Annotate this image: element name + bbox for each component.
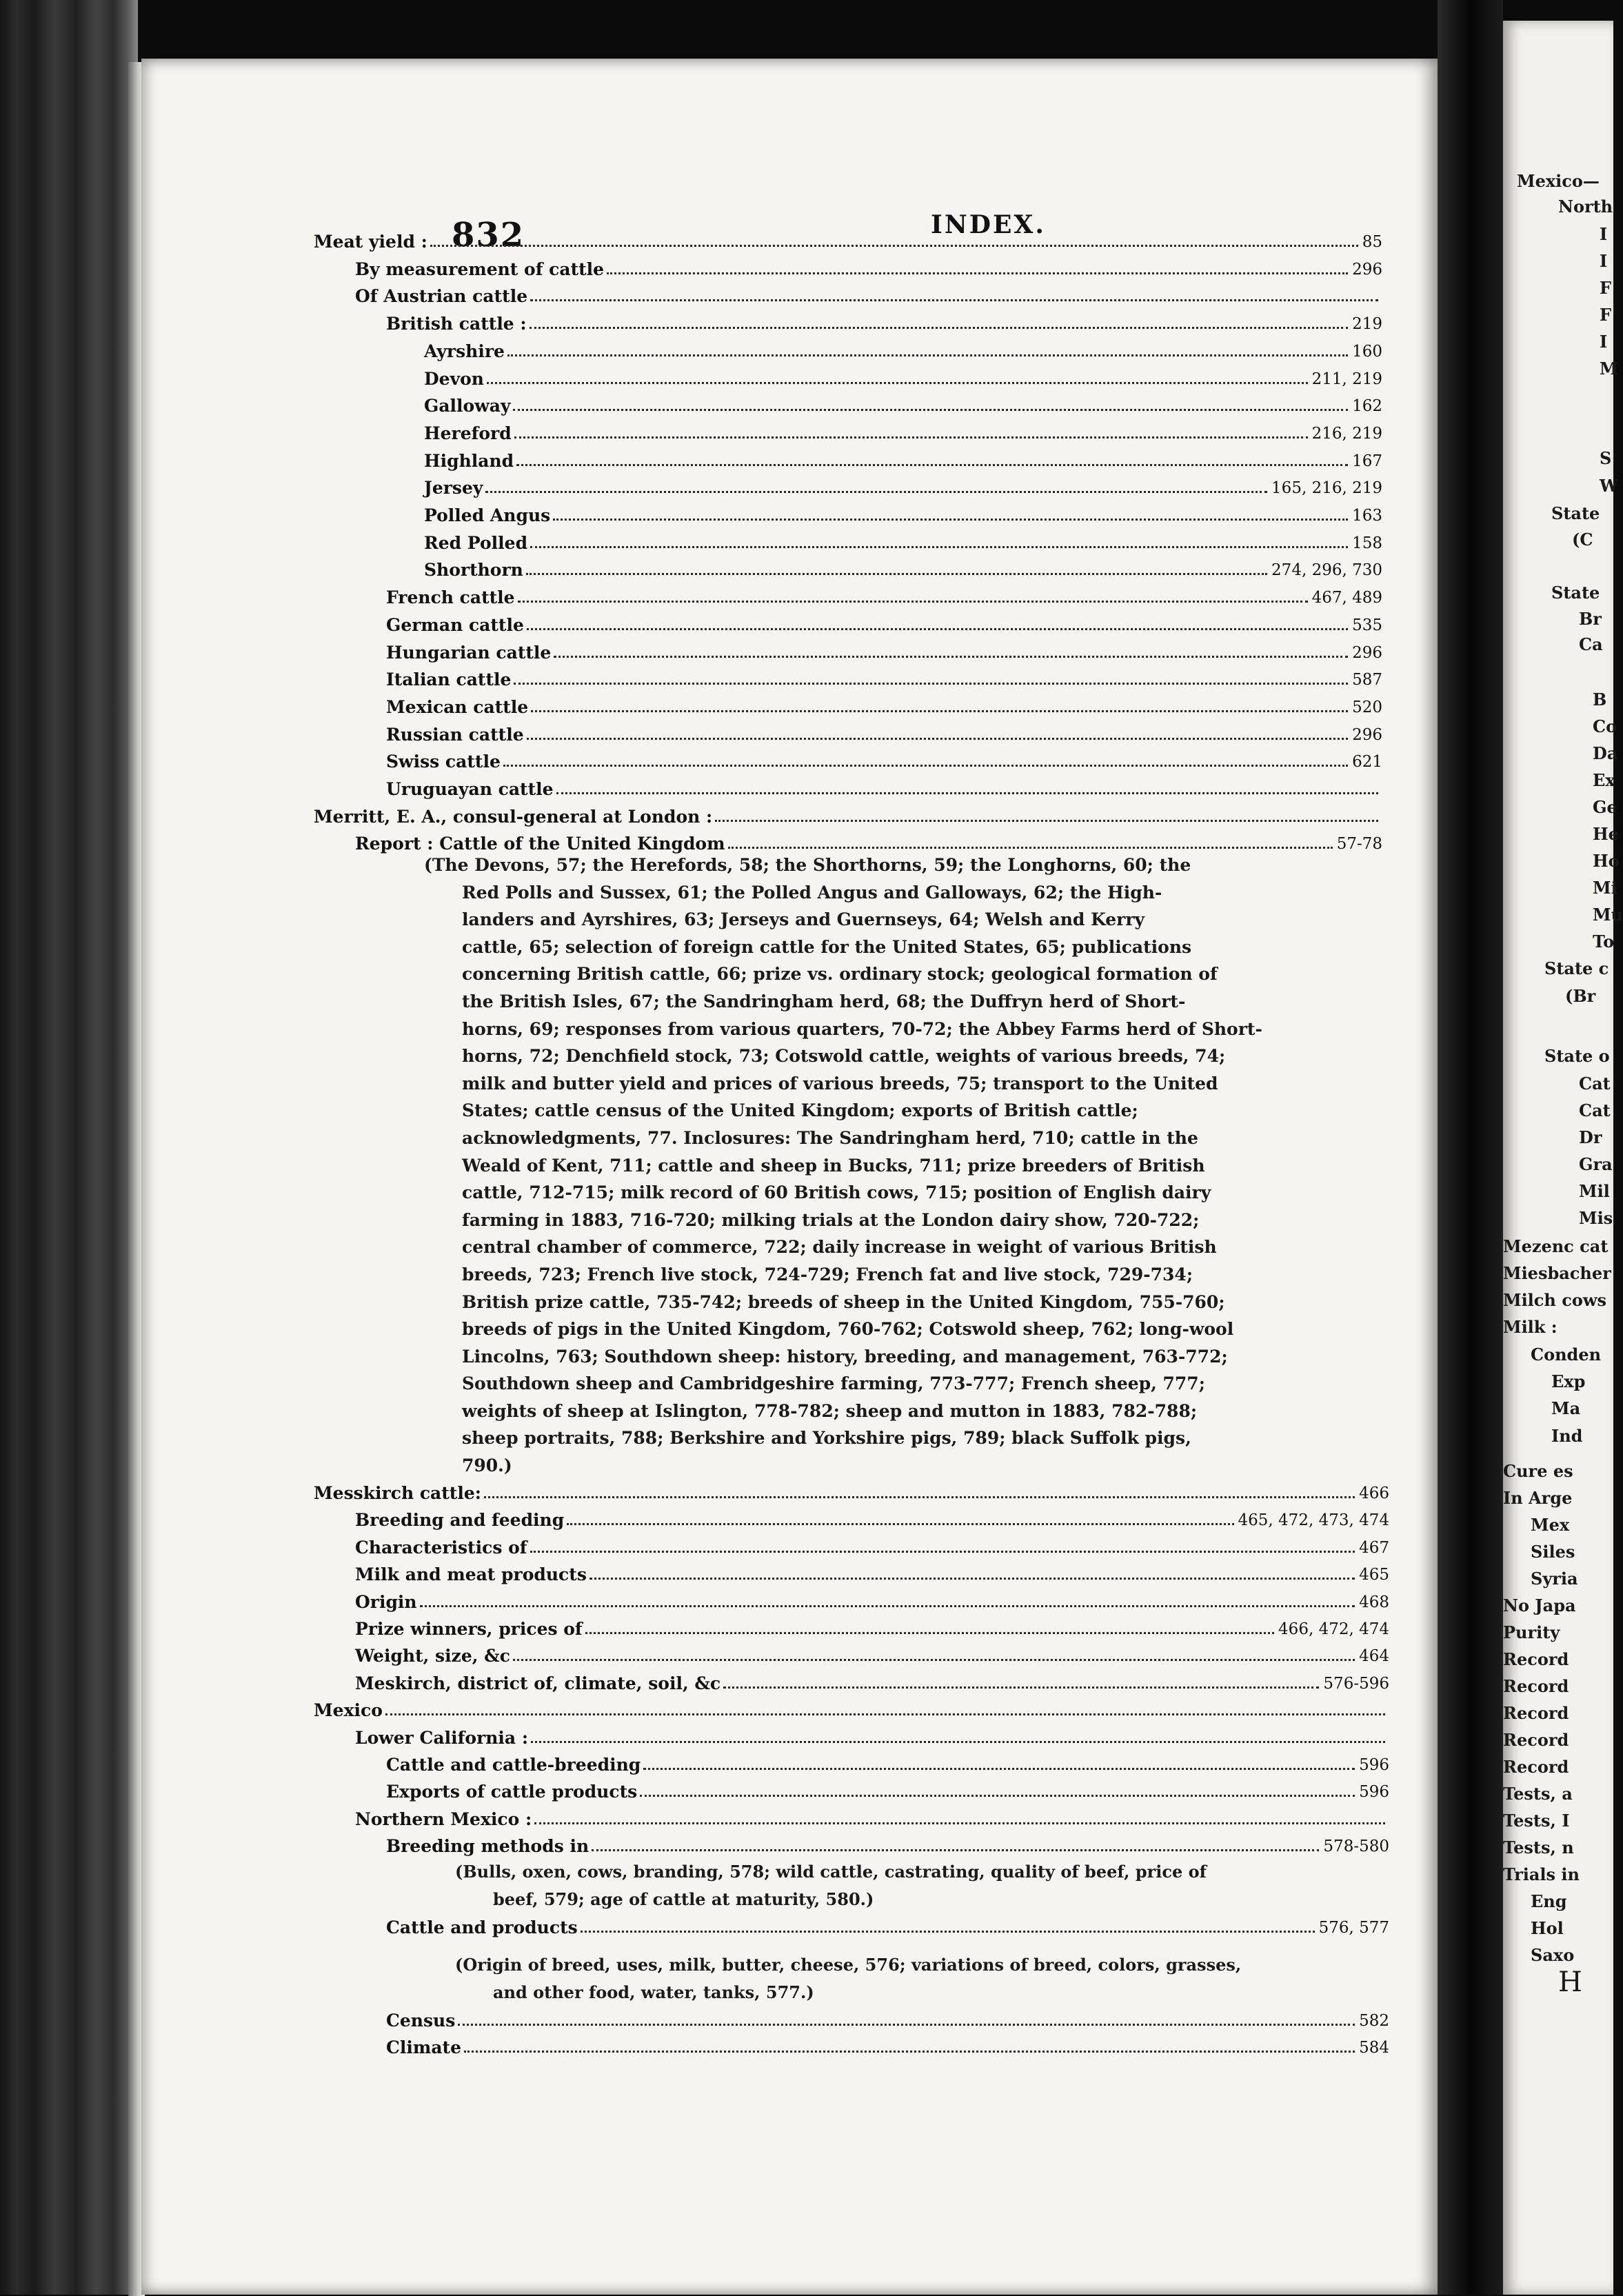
dot-leader [554,656,1348,658]
right-page-fragment: Mu [1593,905,1623,925]
entry-page-ref: 535 [1352,616,1382,634]
paragraph-line: (Origin of breed, uses, milk, butter, cheese, 576; variations of breed, colors, grasses, [455,1955,1242,1975]
right-page-fragment: State c [1544,958,1609,978]
index-entry [386,693,1382,718]
index-entry [355,1533,1389,1558]
dot-leader [527,628,1348,630]
right-page-fragment: F [1600,278,1612,298]
right-page-fragment: M [1600,359,1618,379]
right-page-fragment: Cat [1579,1100,1611,1120]
right-page-fragment: Tests, n [1503,1837,1574,1857]
index-entry [386,775,1382,800]
entry-label: Of Austrian cattle [355,286,528,307]
entry-page-ref: 576-596 [1323,1674,1389,1693]
dot-leader [507,354,1348,356]
dot-leader [385,1713,1385,1715]
entry-label: Breeding methods in [386,1836,589,1857]
dot-leader [526,573,1267,575]
dot-leader [530,1551,1355,1553]
right-page-fragment: Milch cows [1503,1290,1607,1310]
dot-leader [723,1686,1319,1689]
index-entry [386,638,1382,663]
right-page-fragment: Record [1503,1676,1569,1696]
right-page-fragment: Syria [1531,1569,1578,1589]
dot-leader [484,1496,1355,1498]
right-page-fragment: Ind [1551,1426,1583,1446]
entry-label: Breeding and feeding [355,1510,565,1531]
right-page-fragment: (C [1572,530,1593,550]
index-entry [355,282,1382,307]
index-entry [355,1615,1389,1640]
paragraph-line: and other food, water, tanks, 577.) [493,1982,814,2002]
right-page-fragment: Trials in [1503,1864,1580,1884]
right-page-fragment: Mex [1531,1515,1570,1535]
entry-label: Cattle and cattle-breeding [386,1755,641,1775]
right-page-fragment: State [1551,583,1600,603]
entry-label: Origin [355,1591,417,1612]
index-entry [386,721,1382,745]
paragraph-line: cattle, 65; selection of foreign cattle for the United States, 65; publications [462,936,1192,957]
right-page-fragment: Miesbacher [1503,1263,1611,1283]
right-page-fragment: Ho [1593,851,1620,871]
entry-label: Highland [424,450,514,471]
paragraph-line: (The Devons, 57; the Herefords, 58; the Shorthorns, 59; the Longhorns, 60; the [424,855,1191,875]
entry-page-ref: 465 [1359,1566,1389,1584]
dot-leader [530,299,1378,301]
dot-leader [430,245,1358,247]
dot-leader [458,2024,1355,2026]
right-page-fragment: Ex [1593,770,1615,790]
paragraph-line: Weald of Kent, 711; cattle and sheep in Bucks, 711; prize breeders of British [462,1155,1205,1176]
index-entry [355,1669,1389,1694]
paragraph-line: landers and Ayrshires, 63; Jerseys and Guernseys, 64; Welsh and Kerry [462,909,1145,930]
right-page-fragment: Mil [1579,1181,1610,1201]
right-page-fragment: W [1600,476,1618,496]
right-page-fragment: Dr [1579,1127,1602,1147]
paragraph-line: acknowledgments, 77. Inclosures: The Sandringham herd, 710; cattle in the [462,1127,1198,1148]
entry-page-ref: 163 [1352,507,1382,525]
entry-label: Italian cattle [386,669,512,690]
dot-leader [728,847,1333,849]
paragraph-line: the British Isles, 67; the Sandringham herd, 68; the Duffryn herd of Short- [462,991,1186,1011]
entry-label: Meat yield : [314,232,427,252]
index-entry [386,310,1382,334]
entry-label: Northern Mexico : [355,1809,532,1829]
entry-page-ref: 296 [1352,725,1382,744]
paragraph-line: central chamber of commerce, 722; daily increase in weight of various British [462,1237,1217,1258]
index-entry [314,228,1382,252]
entry-page-ref: 621 [1352,753,1382,772]
index-entry [314,1696,1389,1721]
right-page-fragment: I [1600,251,1608,271]
right-page-fragment: (Br [1565,986,1596,1006]
dot-leader [531,1741,1385,1743]
left-page [141,59,1438,2295]
right-page-fragment: Record [1503,1757,1569,1777]
entry-page-ref: 467, 489 [1311,589,1382,607]
index-entry [355,1724,1389,1749]
right-page-fragment: Co [1593,716,1617,736]
index-entry [424,501,1382,526]
paragraph-line: sheep portraits, 788; Berkshire and Yorkshire pigs, 789; black Suffolk pigs, [462,1428,1191,1449]
index-entry [386,2006,1389,2031]
dot-leader [514,683,1348,685]
entry-page-ref: 468 [1359,1593,1389,1611]
dot-leader [553,518,1348,521]
right-page-fragment: No Japa [1503,1595,1576,1615]
dot-leader [567,1523,1233,1525]
index-entry [355,1588,1389,1613]
index-entry [386,1778,1389,1802]
entry-page-ref: 596 [1359,1783,1389,1802]
entry-label: Meskirch, district of, climate, soil, &c [355,1673,721,1693]
dot-leader [585,1632,1274,1634]
index-entry [386,1913,1389,1938]
entry-label: Lower California : [355,1727,529,1748]
page-number: 832 [452,216,525,254]
entry-page-ref: 57-78 [1336,835,1382,854]
right-page-fragment: Ca [1579,634,1603,654]
entry-label: Mexico [314,1700,383,1721]
right-page-edge [1503,21,1623,2295]
book-gutter [1438,0,1503,2295]
entry-page-ref: 158 [1352,534,1382,552]
right-page-fragment: Exp [1551,1371,1586,1391]
entry-page-ref: 216, 219 [1311,424,1382,443]
dot-leader [513,409,1348,411]
entry-page-ref: 162 [1352,397,1382,416]
entry-page-ref: 520 [1352,698,1382,716]
entry-page-ref: 582 [1359,2012,1389,2030]
entry-label: Galloway [424,396,511,416]
index-entry [314,1479,1389,1504]
index-entry [386,1832,1389,1857]
index-entry [424,529,1382,554]
dot-leader [518,601,1308,603]
index-entry [424,447,1382,472]
entry-label: Merritt, E. A., consul-general at London : [314,806,713,827]
index-entry [386,665,1382,690]
paragraph-line: weights of sheep at Islington, 778-782; sheep and mutton in 1883, 782-788; [462,1400,1198,1421]
index-entry [355,1560,1389,1585]
dot-leader [607,272,1348,274]
paragraph-line: States; cattle census of the United Kingdom; exports of British cattle; [462,1100,1138,1121]
entry-page-ref: 219 [1352,315,1382,334]
right-page-fragment: North [1558,197,1613,216]
paragraph-line: farming in 1883, 716-720; milking trials at the London dairy show, 720-722; [462,1209,1200,1230]
right-page-fragment: State [1551,503,1600,523]
index-entry [424,556,1382,581]
dot-leader [487,382,1308,384]
dot-leader [640,1795,1355,1797]
paragraph-line: Lincolns, 763; Southdown sheep: history, breeding, and management, 763-772; [462,1346,1228,1367]
dot-leader [464,2051,1355,2053]
right-page-fragment: Tests, I [1503,1811,1570,1831]
right-page-fragment: Siles [1531,1542,1575,1562]
index-entry [386,611,1382,636]
entry-label: Report : Cattle of the United Kingdom [355,834,725,854]
paragraph-line: 790.) [462,1456,512,1476]
entry-label: French cattle [386,587,515,608]
index-entry [314,803,1382,827]
right-page-fragment: Br [1579,609,1602,629]
paragraph-line: (Bulls, oxen, cows, branding, 578; wild cattle, castrating, quality of beef, price of [455,1862,1207,1882]
entry-label: Milk and meat products [355,1564,587,1585]
dot-leader [530,546,1348,548]
entry-label: Census [386,2011,456,2031]
paragraph-line: concerning British cattle, 66; prize vs. ordinary stock; geological formation of [462,964,1218,985]
right-page-fragment: Ge [1593,797,1617,817]
right-page-fragment: Eng [1531,1891,1567,1911]
entry-page-ref: 466 [1359,1484,1389,1502]
dot-leader [592,1849,1319,1851]
right-page-fragment: Mi [1593,878,1617,898]
entry-label: Exports of cattle products [386,1782,638,1802]
right-page-fragment: Record [1503,1649,1569,1669]
entry-label: Shorthorn [424,560,523,581]
right-page-fragment: Milk : [1503,1317,1558,1337]
entry-page-ref: 165, 216, 219 [1271,479,1382,498]
entry-label: Swiss cattle [386,752,501,772]
index-entry [386,583,1382,608]
dot-leader [513,1659,1355,1661]
entry-page-ref: 274, 296, 730 [1271,561,1382,580]
entry-label: British cattle : [386,314,527,334]
dot-leader [531,710,1348,712]
entry-label: Red Polled [424,532,528,553]
dot-leader [589,1578,1355,1580]
entry-page-ref: 464 [1359,1647,1389,1666]
page-title: INDEX. [931,210,1046,239]
index-entry [424,337,1382,362]
index-entry [355,1506,1389,1531]
right-page-fragment: Cat [1579,1074,1611,1094]
paragraph-line: horns, 69; responses from various quarters, 70-72; the Abbey Farms herd of Short- [462,1018,1262,1039]
right-page-fragment: Cure es [1503,1461,1573,1481]
right-page-fragment: He [1593,824,1619,844]
right-page-fragment: Purity [1503,1622,1560,1642]
entry-page-ref: 296 [1352,260,1382,279]
entry-label: Characteristics of [355,1537,527,1558]
entry-label: German cattle [386,614,524,635]
dot-leader [556,792,1378,794]
entry-page-ref: 167 [1352,452,1382,470]
index-entry [355,1642,1389,1666]
dot-leader [503,765,1348,767]
dot-leader [485,491,1267,493]
entry-label: Mexican cattle [386,696,529,717]
index-entry [355,255,1382,280]
index-entry [386,2033,1389,2058]
dot-leader [420,1605,1355,1607]
right-page-fragment: Gra [1579,1154,1613,1174]
dot-leader [643,1768,1355,1770]
right-page-fragment: Ma [1551,1398,1581,1418]
right-page-fragment: Mexico— [1517,171,1600,191]
dot-leader [715,820,1378,822]
entry-page-ref: 160 [1352,342,1382,361]
paragraph-line: horns, 72; Denchfield stock, 73; Cotswold cattle, weights of various breeds, 74; [462,1046,1226,1067]
merritt-report-contents [424,852,1362,1480]
entry-label: Ayrshire [424,341,505,361]
entry-page-ref: 596 [1359,1756,1389,1774]
entry-label: Weight, size, &c [355,1646,510,1666]
right-page-fragment: I [1600,332,1608,352]
index-entry [355,829,1382,854]
right-page-fragment: Tests, a [1503,1784,1573,1804]
paragraph-line: Red Polls and Sussex, 61; the Polled Angus and Galloways, 62; the High- [462,882,1162,903]
dot-leader [516,464,1348,466]
right-page-fragment: Saxo [1531,1945,1575,1965]
entry-label: Climate [386,2037,461,2058]
dot-leader [514,436,1308,439]
paragraph-line: breeds of pigs in the United Kingdom, 760-762; Cotswold sheep, 762; long-wool [462,1319,1234,1340]
entry-page-ref: 578-580 [1323,1837,1389,1856]
entry-page-ref: 584 [1359,2039,1389,2057]
right-page-fragment: In Arge [1503,1488,1573,1508]
entry-label: Hungarian cattle [386,642,552,663]
book-spine [0,0,138,2295]
entry-page-ref: 211, 219 [1311,370,1382,388]
right-page-fragment: Mezenc cat [1503,1236,1609,1256]
right-page-fragment: H [1558,1966,1582,1998]
index-entry [424,365,1382,390]
entry-page-ref: 465, 472, 473, 474 [1238,1511,1389,1530]
dot-leader [534,1822,1385,1824]
index-entry [424,392,1382,416]
right-page-fragment: Mis [1579,1208,1613,1228]
entry-label: Hereford [424,423,512,443]
entry-label: Devon [424,368,484,389]
dot-leader [527,738,1348,740]
index-entry [355,1805,1389,1830]
entry-page-ref: 587 [1352,671,1382,689]
right-page-fragment: State o [1544,1046,1610,1066]
right-page-fragment: To [1593,932,1615,951]
entry-label: Jersey [424,478,483,499]
paragraph-line: cattle, 712-715; milk record of 60 British cows, 715; position of English dairy [462,1182,1211,1203]
index-entry [386,747,1382,772]
index-entry [424,474,1382,499]
right-page-fragment: Record [1503,1703,1569,1723]
paragraph-line: Southdown sheep and Cambridgeshire farming, 773-777; French sheep, 777; [462,1373,1205,1394]
entry-page-ref: 466, 472, 474 [1278,1620,1389,1638]
paragraph-line: British prize cattle, 735-742; breeds of sheep in the United Kingdom, 755-760; [462,1291,1225,1312]
dot-leader [581,1931,1315,1933]
entry-label: Russian cattle [386,724,524,745]
right-page-fragment: Record [1503,1730,1569,1750]
entry-page-ref: 576, 577 [1318,1919,1389,1937]
entry-label: Polled Angus [424,505,551,525]
entry-label: Cattle and products [386,1917,578,1937]
right-page-fragment: B [1593,689,1607,709]
entry-label: By measurement of cattle [355,259,605,279]
right-page-fragment: Da [1593,743,1618,763]
index-entry [424,419,1382,444]
entry-label: Messkirch cattle: [314,1483,481,1503]
dot-leader [530,327,1348,329]
entry-page-ref: 467 [1359,1538,1389,1557]
breeding-methods-contents [455,1858,1365,1913]
index-entry [386,1751,1389,1775]
right-page-fragment: Hol [1531,1918,1564,1938]
right-page-fragment: F [1600,305,1612,325]
entry-label: Prize winners, prices of [355,1619,583,1639]
right-page-fragment: I [1600,224,1608,244]
entry-page-ref: 85 [1362,233,1382,251]
right-page-fragment: S [1600,448,1612,468]
paragraph-line: breeds, 723; French live stock, 724-729; French fat and live stock, 729-734; [462,1264,1193,1285]
cattle-products-contents [455,1951,1365,2006]
paragraph-line: beef, 579; age of cattle at maturity, 580.) [493,1889,874,1909]
entry-label: Uruguayan cattle [386,779,554,799]
entry-page-ref: 296 [1352,643,1382,662]
right-page-fragment: Conden [1531,1345,1602,1364]
paragraph-line: milk and butter yield and prices of various breeds, 75; transport to the United [462,1073,1218,1094]
